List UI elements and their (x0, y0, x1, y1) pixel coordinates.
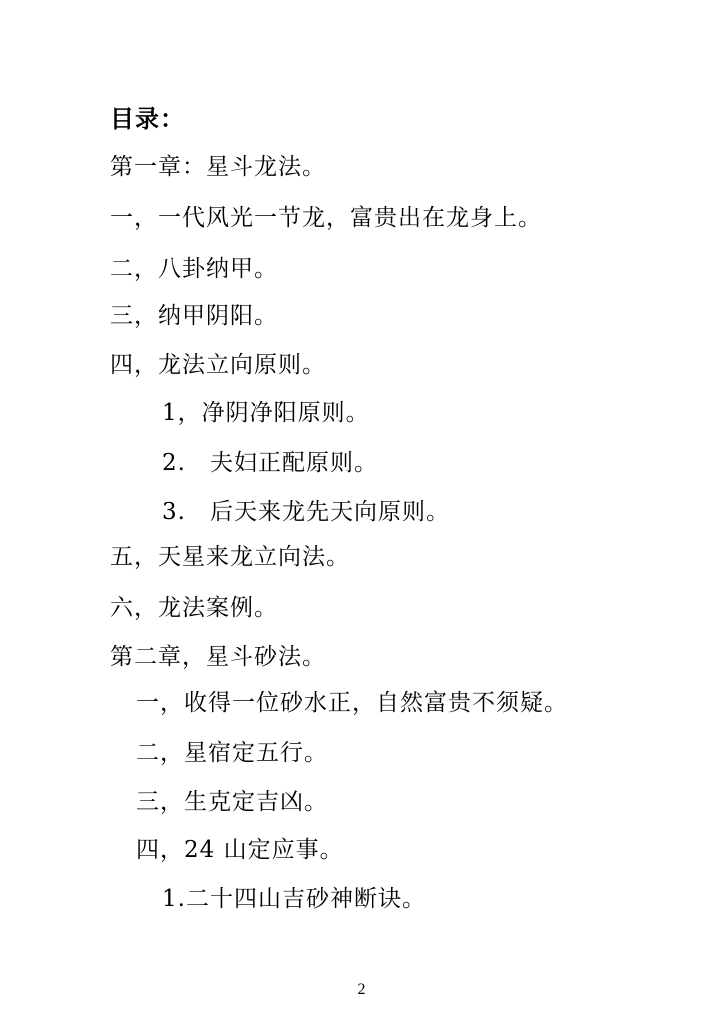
toc-subentry-number: 3. (162, 499, 186, 525)
toc-entry: 五，天星来龙立向法。 (110, 544, 350, 570)
toc-subentry-text: 夫妇正配原则。 (210, 450, 378, 476)
toc-entry: 一，收得一位砂水正，自然富贵不须疑。 (136, 690, 568, 716)
toc-entry-chapter-1: 第一章：星斗龙法。 (110, 154, 326, 180)
toc-entry: 二，八卦纳甲。 (110, 256, 278, 282)
toc-subentry (162, 448, 378, 478)
page-number: 2 (357, 981, 366, 998)
toc-entry: 一，一代风光一节龙，富贵出在龙身上。 (110, 205, 542, 231)
toc-subentry-text: 后天来龙先天向原则。 (210, 499, 450, 525)
toc-subentry-number: 2. (162, 450, 186, 476)
toc-entry: 四，24 山定应事。 (136, 837, 344, 863)
toc-subentry: 1.二十四山吉砂神断诀。 (162, 886, 426, 912)
toc-subentry (162, 497, 450, 527)
toc-entry: 三，纳甲阴阳。 (110, 303, 278, 329)
toc-entry: 四，龙法立向原则。 (110, 352, 326, 378)
toc-entry: 六，龙法案例。 (110, 595, 278, 621)
toc-subentry: 1，净阴净阳原则。 (162, 400, 370, 426)
toc-title: 目录： (110, 105, 185, 133)
toc-entry: 三，生克定吉凶。 (136, 789, 328, 815)
toc-entry: 二，星宿定五行。 (136, 740, 328, 766)
toc-entry-chapter-2: 第二章，星斗砂法。 (110, 644, 326, 670)
